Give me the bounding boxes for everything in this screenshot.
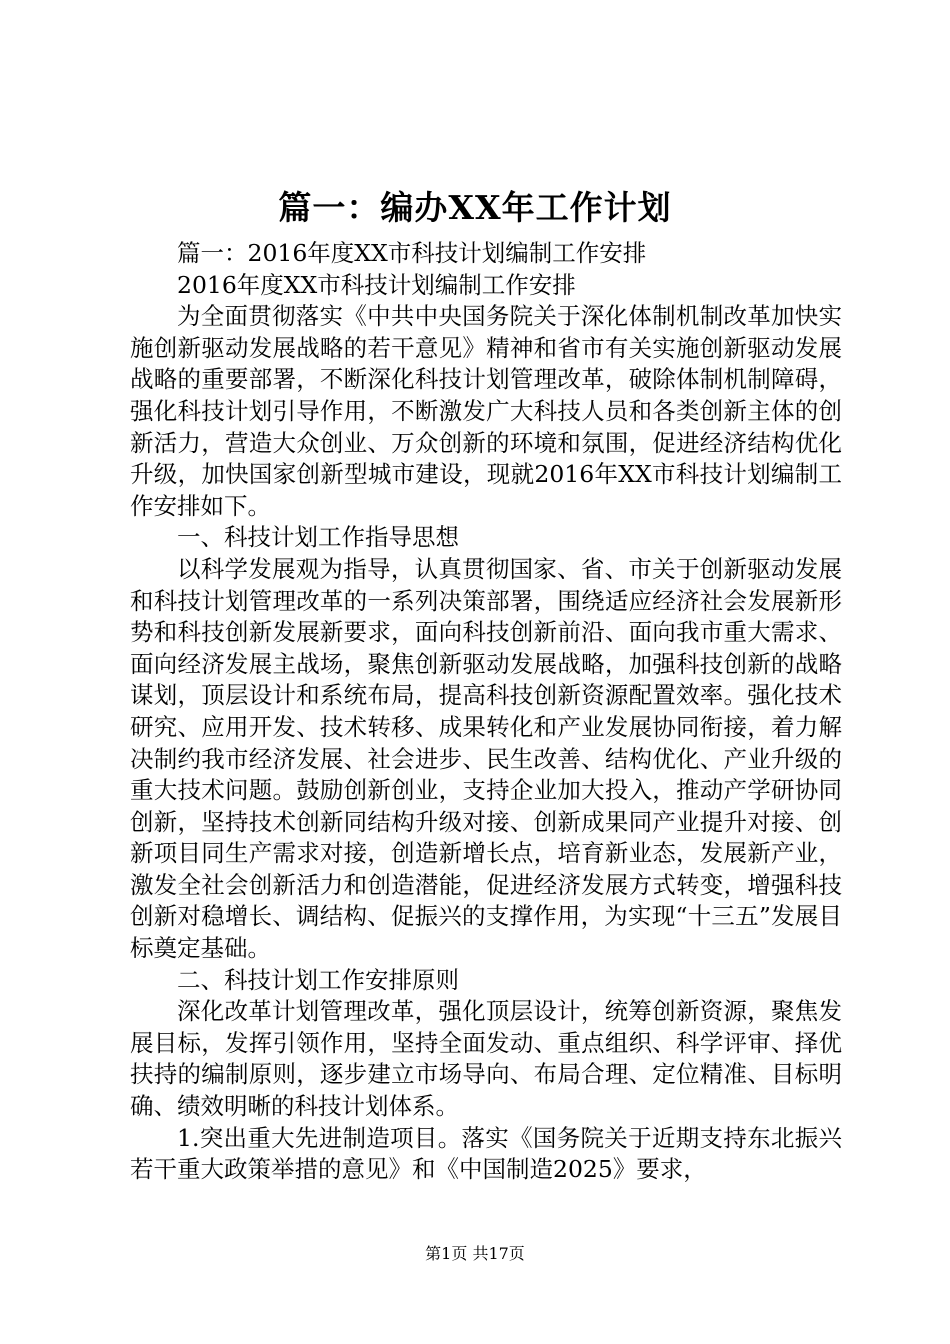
paragraph: 篇一：2016年度XX市科技计划编制工作安排 [177, 239, 647, 267]
paragraph: 1.突出重大先进制造项目。落实《国务院关于近期支持东北振兴若干重大政策举措的意见》和《中国制造2025》要求， [130, 1123, 842, 1184]
document-title: 篇一：编办XX年工作计划 [278, 188, 672, 227]
paragraph: 为全面贯彻落实《中共中央国务院关于深化体制机制改革加快实施创新驱动发展战略的若干意见》精神和省市有关实施创新驱动发展战略的重要部署，不断深化科技计划管理改革，破除体制机制障碍，强化科技计划引导作用，不断激发广大科技人员和各类创新主体的创新活力，营造大众创业、万众创新的环境和氛围，促进经济结构优化升级，加快国家创新型城市建设，现就2016年XX市科技计划编制工作安排如下。 [130, 302, 842, 520]
section-heading: 二、科技计划工作安排原则 [177, 965, 459, 994]
section-heading: 一、科技计划工作指导思想 [177, 523, 459, 552]
document-body [130, 238, 842, 1186]
page-footer: 第1页 共17页 [425, 1244, 525, 1263]
paragraph: 以科学发展观为指导，认真贯彻国家、省、市关于创新驱动发展和科技计划管理改革的一系列决策部署，围绕适应经济社会发展新形势和科技创新发展新要求，面向科技创新前沿、面向我市重大需求、面向经济发展主战场，聚焦创新驱动发展战略，加强科技创新的战略谋划，顶层设计和系统布局，提高科技创新资源配置效率。强化技术研究、应用开发、技术转移、成果转化和产业发展协同衔接，着力解决制约我市经济发展、社会进步、民生改善、结构优化、产业升级的重大技术问题。鼓励创新创业，支持企业加大投入，推动产学研协同创新，坚持技术创新同结构升级对接、创新成果同产业提升对接、创新项目同生产需求对接，创造新增长点，培育新业态，发展新产业，激发全社会创新活力和创造潜能，促进经济发展方式转变，增强科技创新对稳增长、调结构、促振兴的支撑作用，为实现“十三五”发展目标奠定基础。 [130, 554, 842, 963]
paragraph: 深化改革计划管理改革，强化顶层设计，统筹创新资源，聚焦发展目标，发挥引领作用，坚持全面发动、重点组织、科学评审、择优扶持的编制原则，逐步建立市场导向、布局合理、定位精准、目标明确、绩效明晰的科技计划体系。 [130, 997, 842, 1121]
paragraph: 2016年度XX市科技计划编制工作安排 [177, 270, 576, 299]
